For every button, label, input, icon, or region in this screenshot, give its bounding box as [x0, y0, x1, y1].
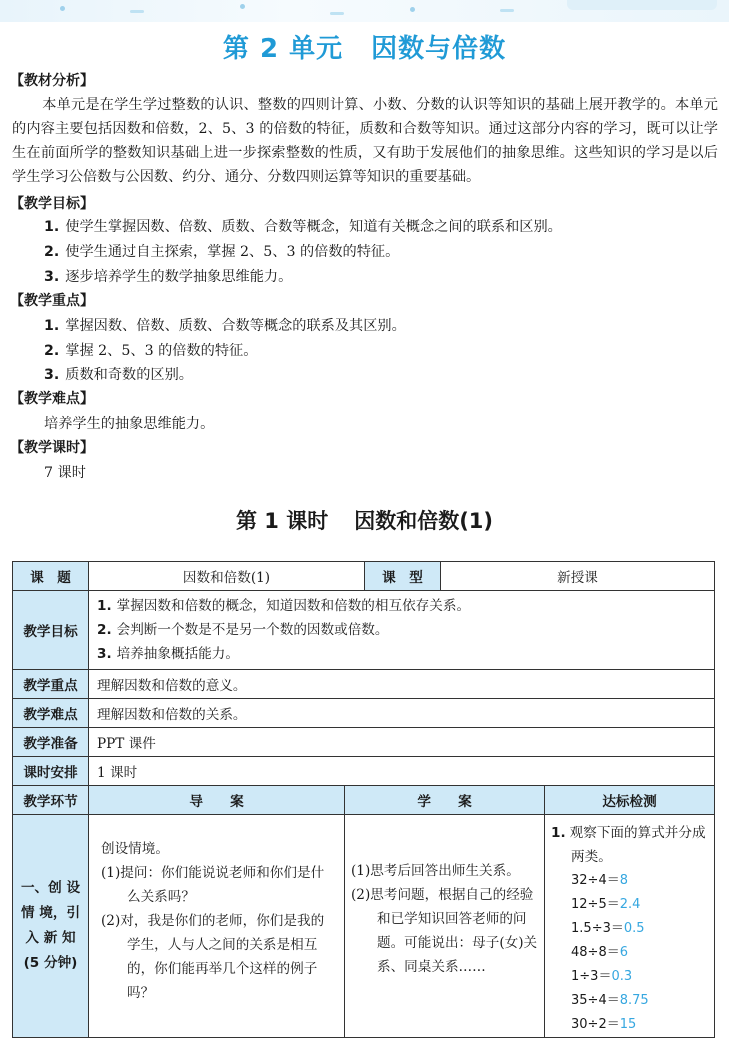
dao-cell	[89, 815, 345, 1038]
col-check-header: 达标检测	[545, 786, 715, 815]
col-stage-header: 教学环节	[13, 786, 89, 815]
table-row	[13, 699, 715, 728]
topic-value: 因数和倍数(1)	[89, 562, 365, 591]
decor-dash	[330, 12, 344, 15]
decor-dot	[60, 6, 65, 11]
hours-heading: 【教学课时】	[10, 440, 94, 456]
type-label: 课 型	[365, 562, 441, 591]
equation: 32÷4＝8	[571, 873, 629, 888]
unit-title	[0, 28, 729, 65]
analysis-paragraph	[12, 93, 718, 189]
xue-answer: (2)思考问题，根据自己的经验和已学知识回答老师的问题。可能说出：母子(女)关系、同桌关系……	[351, 887, 538, 975]
keypoint-item: 2. 掌握 2、5、3 的倍数的特征。	[44, 343, 258, 359]
equation: 1÷3＝0.3̇	[571, 969, 633, 984]
goals-heading: 【教学目标】	[10, 196, 94, 212]
key-label: 教学重点	[13, 670, 89, 699]
table-row	[13, 562, 715, 591]
decor-dot	[240, 4, 245, 9]
xue-answer: (1)思考后回答出师生关系。	[351, 863, 520, 879]
col-dao-header: 导 案	[89, 786, 345, 815]
equation: 1.5÷3＝0.5	[571, 921, 645, 936]
hours-text: 7 课时	[44, 465, 86, 481]
analysis-heading: 【教材分析】	[10, 73, 94, 89]
list-item: 2. 会判断一个数是不是另一个数的因数或倍数。	[97, 622, 389, 638]
decor-dash	[500, 9, 514, 12]
list-item: 3. 培养抽象概括能力。	[97, 646, 239, 662]
hard-value: 理解因数和倍数的关系。	[89, 699, 715, 728]
table-row	[13, 591, 715, 670]
dao-question: (1)提问：你们能说说老师和你们是什么关系吗？	[101, 865, 325, 905]
keypoint-item: 3. 质数和奇数的区别。	[44, 367, 193, 383]
unit-number: 第 2 单元	[222, 34, 344, 64]
key-value: 理解因数和倍数的意义。	[89, 670, 715, 699]
goal-item: 3. 逐步培养学生的数学抽象思维能力。	[44, 269, 293, 285]
stage-cell: 一、创 设 情 境，引 入 新 知 (5 分钟)	[13, 815, 89, 1038]
table-row	[13, 670, 715, 699]
decor-dot	[410, 7, 415, 12]
list-item: 1. 掌握因数和倍数的概念，知道因数和倍数的相互依存关系。	[97, 598, 471, 614]
dao-intro: 创设情境。	[101, 841, 169, 857]
decorative-top-banner	[0, 0, 729, 22]
keypoints-heading: 【教学重点】	[10, 293, 94, 309]
goal-item: 1. 使学生掌握因数、倍数、质数、合数等概念，知道有关概念之间的联系和区别。	[44, 219, 562, 235]
check-question: 1. 观察下面的算式并分成两类。	[551, 825, 706, 865]
lesson-number: 第 1 课时	[235, 509, 329, 533]
keypoint-item: 1. 掌握因数、倍数、质数、合数等概念的联系及其区别。	[44, 318, 406, 334]
difficulty-heading: 【教学难点】	[10, 391, 94, 407]
table-header-row	[13, 786, 715, 815]
table-row	[13, 815, 715, 1038]
prep-value: PPT 课件	[89, 728, 715, 757]
lesson-title	[0, 505, 729, 535]
equation: 12÷5＝2.4	[571, 897, 641, 912]
hard-label: 教学难点	[13, 699, 89, 728]
unit-name: 因数与倍数	[371, 34, 507, 64]
table-row	[13, 728, 715, 757]
difficulty-text: 培养学生的抽象思维能力。	[44, 416, 215, 432]
goal-list	[89, 591, 715, 670]
equation: 35÷4＝8.75	[571, 993, 649, 1008]
topic-label: 课 题	[13, 562, 89, 591]
time-label: 课时安排	[13, 757, 89, 786]
xue-cell	[345, 815, 545, 1038]
decor-dash	[130, 10, 144, 13]
decor-tab	[567, 0, 717, 10]
type-value: 新授课	[441, 562, 715, 591]
goal-item: 2. 使学生通过自主探索，掌握 2、5、3 的倍数的特征。	[44, 244, 400, 260]
col-xue-header: 学 案	[345, 786, 545, 815]
equation: 48÷8＝6	[571, 945, 629, 960]
prep-label: 教学准备	[13, 728, 89, 757]
analysis-text: 本单元是在学生学过整数的认识、整数的四则计算、小数、分数的认识等知识的基础上展开教学的。本单元的内容主要包括因数和倍数，2、5、3 的倍数的特征，质数和合数等知识。通过这部分内容的学习，既可以让学生在前面所学的整数知识基础上进一步探索整数的性质，又有助于发展他们的抽象思维。这些知识的学习是以后学生学习公倍数与公因数、约分、通分、分数四则运算等知识的重要基础。	[12, 97, 718, 185]
dao-question: (2)对，我是你们的老师，你们是我的学生，人与人之间的关系是相互的，你们能再举几个这样的例子吗？	[101, 913, 325, 1001]
table-row	[13, 757, 715, 786]
time-value: 1 课时	[89, 757, 715, 786]
goal-label: 教学目标	[13, 591, 89, 670]
lesson-name: 因数和倍数(1)	[354, 509, 494, 533]
check-cell	[545, 815, 715, 1038]
equation: 30÷2＝15	[571, 1017, 637, 1032]
lesson-plan-table	[12, 561, 715, 1038]
